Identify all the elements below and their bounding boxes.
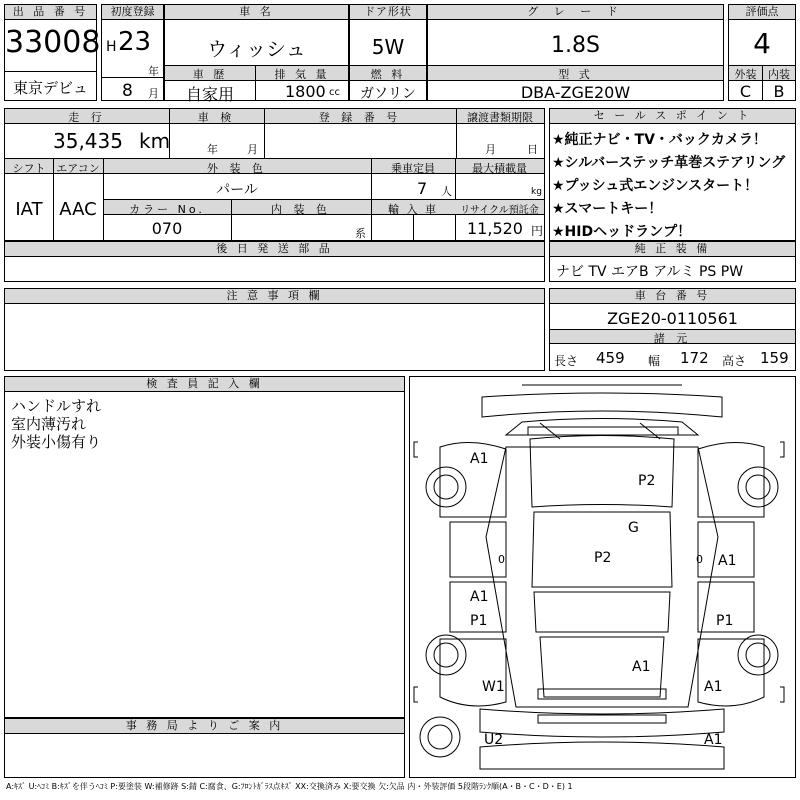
sales-point: ★純正ナビ・TV・バックカメラ！: [552, 132, 767, 148]
history-value: 自家用: [185, 85, 234, 104]
load-label: 最大積載量: [472, 162, 527, 175]
mileage-label: 走 行: [68, 111, 106, 124]
chassis-box: [549, 288, 796, 371]
shift-value: IAT: [15, 199, 43, 220]
door-value: 5W: [371, 35, 405, 59]
office-label: 事 務 局 よ り ご 案 内: [5, 719, 404, 734]
notes-box: [4, 288, 545, 371]
capacity-label: 乗車定員: [391, 162, 435, 175]
car-box: [164, 4, 349, 104]
load-unit: kg: [531, 187, 542, 197]
sales-box: [549, 108, 796, 241]
office-box: [4, 718, 405, 778]
damage-mark: A1: [704, 679, 723, 695]
debut-label: 東京デビュ: [12, 79, 88, 97]
damage-mark: G: [628, 520, 639, 536]
equipment-box: [549, 241, 796, 282]
score-value: 4: [753, 27, 771, 60]
capacity-value: 7: [417, 179, 428, 198]
chassis-label: 車 台 番 号: [550, 289, 795, 304]
lot-box: [4, 4, 101, 101]
displacement-value: 1800: [285, 82, 326, 101]
lot-number: 33008: [5, 25, 101, 60]
notes-label: 注 意 事 項 欄: [5, 289, 544, 304]
details-box: [4, 108, 545, 241]
int-color-label: 内 装 色: [271, 203, 331, 216]
grade-box: [427, 4, 724, 101]
height-label: 高さ: [722, 354, 747, 368]
color-no-label: カラー No.: [129, 203, 205, 216]
transfer-day-unit: 日: [527, 143, 538, 156]
sales-point: ★スマートキー！: [552, 201, 663, 217]
color-no-value: 070: [151, 219, 183, 238]
registration-label: 初度登録: [102, 5, 163, 20]
registration-year-unit: 年: [148, 65, 159, 78]
ext-score-label: 外装: [734, 68, 757, 81]
damage-mark: 0: [498, 553, 505, 566]
plate-label: 登 録 番 号: [318, 111, 402, 124]
door-box: [349, 4, 427, 101]
int-score: B: [773, 82, 785, 101]
shift-label: シフト: [12, 162, 46, 175]
damage-mark: U2: [484, 732, 504, 748]
registration-month: 8: [122, 81, 133, 101]
recycle-unit: 円: [531, 224, 544, 238]
registration-month-unit: 月: [148, 87, 159, 100]
registration-era: H: [106, 39, 117, 55]
capacity-unit: 人: [441, 185, 452, 198]
grade-label: グ レ ー ド: [428, 5, 723, 20]
displacement-label: 排 気 量: [274, 68, 330, 81]
recycle-label: リサイクル預託金: [460, 205, 539, 216]
model-value: DBA-ZGE20W: [520, 83, 631, 102]
damage-mark: A1: [704, 732, 723, 748]
transfer-month-unit: 月: [485, 143, 496, 156]
width-value: 172: [680, 349, 709, 367]
damage-mark: A1: [632, 659, 651, 675]
registration-box: [101, 4, 164, 101]
recycle-value: 11,520: [467, 219, 523, 238]
grade-value: 1.8S: [551, 33, 600, 58]
sales-label: セ ー ル ス ポ イ ン ト: [550, 109, 795, 124]
mileage-value: 35,435: [53, 129, 123, 153]
inspector-note: 外装小傷有り: [11, 433, 102, 451]
score-label: 評価点: [729, 5, 795, 20]
car-name-label: 車 名: [165, 5, 348, 20]
later-parts-label: 後 日 発 送 部 品: [5, 242, 544, 257]
sales-point: ★HIDヘッドランプ！: [552, 224, 692, 240]
inspector-box: [4, 376, 405, 718]
damage-mark: P1: [716, 613, 734, 629]
sales-point: ★シルバーステッチ革巻ステアリング: [552, 155, 786, 171]
height-value: 159: [760, 349, 789, 367]
score-box: [728, 4, 796, 101]
damage-mark: 0: [696, 553, 703, 566]
registration-year: 23: [118, 27, 152, 57]
width-label: 幅: [648, 354, 661, 368]
aircon-value: AAC: [59, 199, 97, 220]
damage-mark: A1: [470, 589, 489, 605]
damage-mark: W1: [482, 679, 505, 695]
car-name: ウィッシュ: [207, 37, 306, 61]
inspection-label: 車 検: [197, 111, 236, 124]
length-label: 長さ: [554, 354, 579, 368]
damage-mark: A1: [470, 451, 489, 467]
mileage-unit: km: [139, 129, 171, 153]
car-diagram-svg: [410, 377, 795, 777]
fuel-label: 燃 料: [370, 68, 406, 81]
transfer-label: 譲渡書類期限: [467, 111, 533, 124]
aircon-label: エアコン: [56, 162, 100, 175]
inspector-label: 検 査 員 記 入 欄: [5, 377, 404, 392]
int-color-unit: 系: [355, 227, 366, 240]
equipment-label: 純 正 装 備: [550, 242, 795, 257]
damage-mark: P1: [470, 613, 488, 629]
model-label: 型 式: [558, 68, 593, 81]
inspector-note: 室内薄汚れ: [11, 415, 87, 433]
fuel-value: ガソリン: [360, 86, 416, 102]
sales-point: ★プッシュ式エンジンスタート！: [552, 178, 759, 194]
damage-mark: P2: [638, 473, 656, 489]
car-diagram: [409, 376, 796, 778]
legend-text: A:ｷｽﾞ U:ﾍｺﾐ B:ｷｽﾞを伴うﾍｺﾐ P:要塗装 W:補修跡 S:錆 C:腐食、G:ﾌﾛﾝﾄｶﾞﾗｽ点ｷｽﾞ XX:交換済み X:要交換 欠:欠品 内・外装評価 5段階ﾗﾝｸ順(A・B・C・D・E) 1: [6, 782, 573, 791]
dims-label: 諸 元: [653, 332, 692, 345]
inspection-month-unit: 月: [247, 143, 258, 156]
ext-color-label: 外 装 色: [207, 162, 267, 175]
import-label: 輸 入 車: [388, 203, 438, 216]
damage-mark: A1: [718, 553, 737, 569]
door-label: ドア形状: [350, 5, 426, 20]
history-label: 車 歴: [192, 68, 228, 81]
int-score-label: 内装: [768, 68, 790, 81]
lot-label: 出 品 番 号: [5, 5, 96, 20]
inspection-year-unit: 年: [207, 143, 218, 156]
ext-color-value: パール: [216, 182, 258, 198]
displacement-unit: cc: [329, 87, 340, 98]
ext-score: C: [739, 82, 752, 101]
chassis-value: ZGE20-0110561: [607, 309, 738, 328]
later-parts-box: [4, 241, 545, 282]
inspector-note: ハンドルすれ: [11, 397, 102, 415]
equipment-value: ナビ TV エアB アルミ PS PW: [556, 264, 744, 280]
damage-mark: P2: [594, 550, 612, 566]
length-value: 459: [596, 349, 625, 367]
